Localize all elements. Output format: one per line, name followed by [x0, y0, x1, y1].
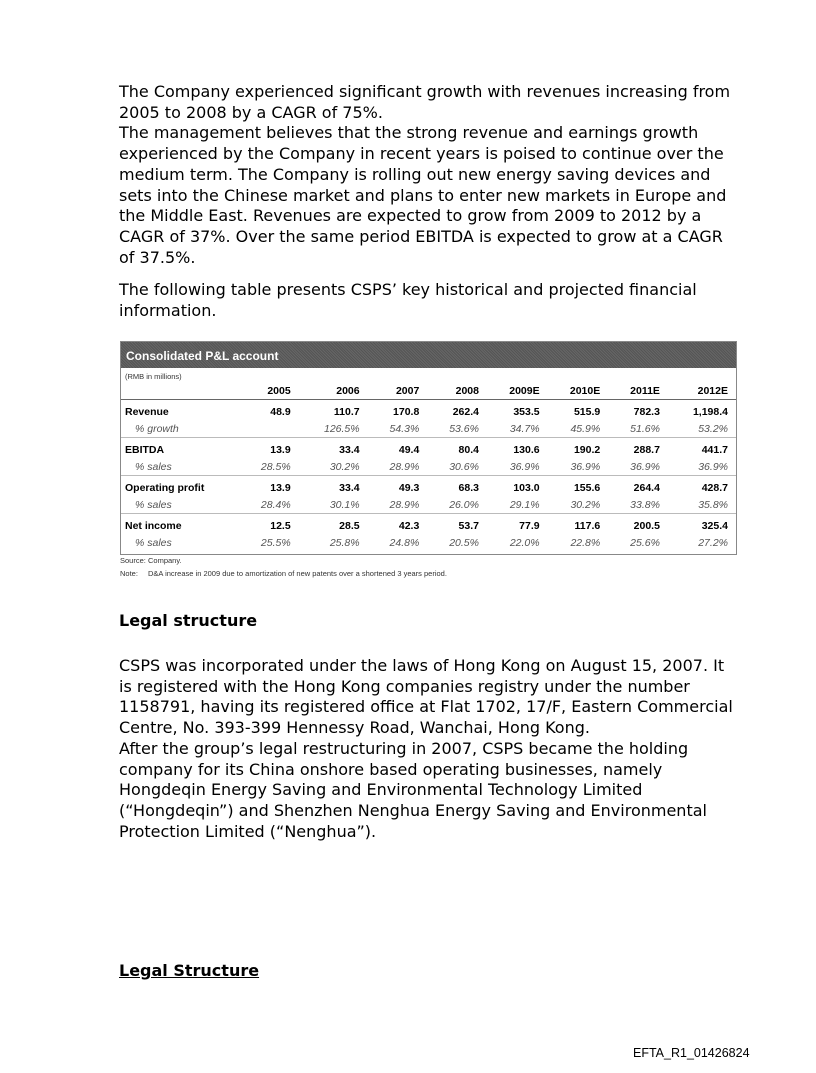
- percent-cell: 25.6%: [630, 536, 660, 549]
- value-cell: 80.4: [458, 443, 479, 456]
- text-line: Hongdeqin Energy Saving and Environmental Technology Limited: [119, 780, 643, 800]
- value-cell: 49.4: [398, 443, 420, 456]
- percent-cell: 27.2%: [698, 536, 728, 549]
- value-cell: 264.4: [633, 481, 660, 494]
- value-cell: 110.7: [333, 405, 360, 418]
- year-header: 2005: [239, 382, 299, 400]
- subrow-label: % sales: [135, 536, 172, 549]
- table-subrow: [121, 458, 736, 476]
- percent-cell: 36.9%: [698, 460, 728, 473]
- row-label: Operating profit: [125, 481, 205, 494]
- source-key: Source:: [120, 556, 146, 565]
- table-intro-paragraph: [119, 280, 697, 321]
- percent-cell: 34.7%: [509, 422, 540, 435]
- subrow-label: % sales: [135, 498, 172, 511]
- text-line: Centre, No. 393-399 Hennessy Road, Wanchai, Hong Kong.: [119, 718, 590, 738]
- percent-cell: [239, 420, 299, 438]
- table-unit: (RMB in millions): [125, 372, 182, 381]
- legal-structure-heading-2: Legal Structure: [119, 961, 260, 980]
- value-cell: 441.7: [701, 443, 728, 456]
- percent-cell: 26.0%: [449, 498, 479, 511]
- text-line: experienced by the Company in recent years is poised to continue over the: [119, 144, 724, 164]
- year-header: 2009E: [487, 382, 548, 400]
- legal-paragraph: [119, 656, 733, 842]
- note-key: Note:: [120, 569, 138, 578]
- text-line: The management believes that the strong revenue and earnings growth: [119, 123, 699, 143]
- year-header: 2010E: [548, 382, 609, 400]
- text-line: information.: [119, 300, 217, 320]
- document-id-footer: EFTA_R1_01426824: [633, 1046, 750, 1060]
- percent-cell: 24.8%: [389, 536, 420, 549]
- value-cell: 170.8: [393, 405, 420, 418]
- value-cell: 68.3: [458, 481, 479, 494]
- year-header: 2008: [427, 382, 487, 400]
- value-cell: 103.0: [513, 481, 540, 494]
- text-line: (“Hongdeqin”) and Shenzhen Nenghua Energy Saving and Environmental: [119, 800, 707, 820]
- source-text: Company.: [148, 556, 182, 565]
- value-cell: 190.2: [573, 443, 601, 456]
- percent-cell: 28.4%: [260, 498, 291, 511]
- value-cell: 288.7: [633, 443, 660, 456]
- pl-table: [120, 341, 737, 555]
- value-cell: 28.5: [339, 519, 360, 532]
- text-line: medium term. The Company is rolling out new energy saving devices and: [119, 164, 711, 184]
- row-label: Net income: [125, 519, 182, 532]
- table-subrow: [121, 534, 736, 551]
- value-cell: 53.7: [458, 519, 479, 532]
- percent-cell: 33.8%: [630, 498, 660, 511]
- percent-cell: 53.6%: [449, 422, 479, 435]
- note-text: D&A increase in 2009 due to amortization of new patents over a shortened 3 years period.: [148, 569, 447, 578]
- value-cell: 33.4: [339, 481, 360, 494]
- percent-cell: 28.9%: [389, 460, 420, 473]
- text-line: CSPS was incorporated under the laws of Hong Kong on August 15, 2007. It: [119, 656, 725, 675]
- year-header: 2007: [368, 382, 428, 400]
- value-cell: 12.5: [270, 519, 291, 532]
- row-label: Revenue: [125, 405, 169, 418]
- table-row: [121, 438, 736, 459]
- percent-cell: 25.8%: [329, 536, 360, 549]
- value-cell: 33.4: [339, 443, 360, 456]
- text-line: is registered with the Hong Kong companies registry under the number: [119, 676, 690, 696]
- table-subrow: [121, 420, 736, 438]
- value-cell: 49.3: [398, 481, 420, 494]
- value-cell: 782.3: [633, 405, 660, 418]
- percent-cell: 36.9%: [630, 460, 660, 473]
- text-line: After the group’s legal restructuring in 2007, CSPS became the holding: [119, 738, 689, 758]
- percent-cell: 30.2%: [329, 460, 360, 473]
- value-cell: 155.6: [573, 481, 601, 494]
- year-header-row: [121, 382, 736, 400]
- table-source: [120, 556, 182, 565]
- text-line: the Middle East. Revenues are expected to grow from 2009 to 2012 by a: [119, 206, 702, 226]
- value-cell: 13.9: [270, 481, 291, 494]
- subrow-label: % sales: [135, 460, 172, 473]
- text-line: 1158791, having its registered office at Flat 1702, 17/F, Eastern Commercial: [119, 697, 733, 717]
- value-cell: 1,198.4: [692, 405, 728, 418]
- value-cell: 117.6: [574, 519, 601, 532]
- text-line: 2005 to 2008 by a CAGR of 75%.: [119, 102, 383, 122]
- percent-cell: 25.5%: [260, 536, 291, 549]
- percent-cell: 45.9%: [570, 422, 601, 435]
- value-cell: 130.6: [513, 443, 540, 456]
- value-cell: 353.5: [513, 405, 540, 418]
- percent-cell: 36.9%: [570, 460, 601, 473]
- subrow-label: % growth: [135, 422, 179, 435]
- percent-cell: 35.8%: [698, 498, 728, 511]
- value-cell: 77.9: [519, 519, 540, 532]
- percent-cell: 126.5%: [323, 422, 360, 435]
- text-line: CAGR of 37%. Over the same period EBITDA is expected to grow at a CAGR: [119, 226, 723, 246]
- table-title: Consolidated P&L account: [121, 342, 736, 368]
- value-cell: 13.9: [270, 443, 291, 456]
- percent-cell: 54.3%: [389, 422, 420, 435]
- year-header: 2012E: [668, 382, 736, 400]
- intro-paragraph: [119, 82, 730, 268]
- percent-cell: 30.6%: [449, 460, 479, 473]
- text-line: Protection Limited (“Nenghua”).: [119, 821, 377, 841]
- percent-cell: 30.1%: [329, 498, 360, 511]
- value-cell: 325.4: [701, 519, 728, 532]
- table-subrow: [121, 496, 736, 514]
- row-label: EBITDA: [125, 443, 165, 456]
- text-line: sets into the Chinese market and plans to enter new markets in Europe and: [119, 185, 727, 205]
- table-note: [120, 569, 447, 578]
- year-header: 2006: [299, 382, 368, 400]
- percent-cell: 20.5%: [449, 536, 479, 549]
- text-line: company for its China onshore based operating businesses, namely: [119, 759, 663, 779]
- value-cell: 200.5: [633, 519, 660, 532]
- text-line: of 37.5%.: [119, 247, 196, 267]
- text-line: The Company experienced significant growth with revenues increasing from: [119, 82, 731, 101]
- percent-cell: 29.1%: [509, 498, 540, 511]
- value-cell: 42.3: [398, 519, 420, 532]
- table-row: [121, 400, 736, 421]
- value-cell: 48.9: [270, 405, 291, 418]
- percent-cell: 22.0%: [509, 536, 540, 549]
- value-cell: 262.4: [452, 405, 479, 418]
- percent-cell: 36.9%: [509, 460, 540, 473]
- text-line: The following table presents CSPS’ key historical and projected financial: [119, 280, 697, 299]
- value-cell: 515.9: [573, 405, 601, 418]
- table-row: [121, 476, 736, 497]
- percent-cell: 28.5%: [260, 460, 291, 473]
- table-row: [121, 514, 736, 535]
- percent-cell: 51.6%: [630, 422, 660, 435]
- percent-cell: 53.2%: [698, 422, 728, 435]
- legal-structure-heading: Legal structure: [119, 611, 258, 630]
- percent-cell: 30.2%: [570, 498, 601, 511]
- value-cell: 428.7: [701, 481, 728, 494]
- percent-cell: 28.9%: [389, 498, 420, 511]
- year-header: 2011E: [608, 382, 668, 400]
- percent-cell: 22.8%: [570, 536, 601, 549]
